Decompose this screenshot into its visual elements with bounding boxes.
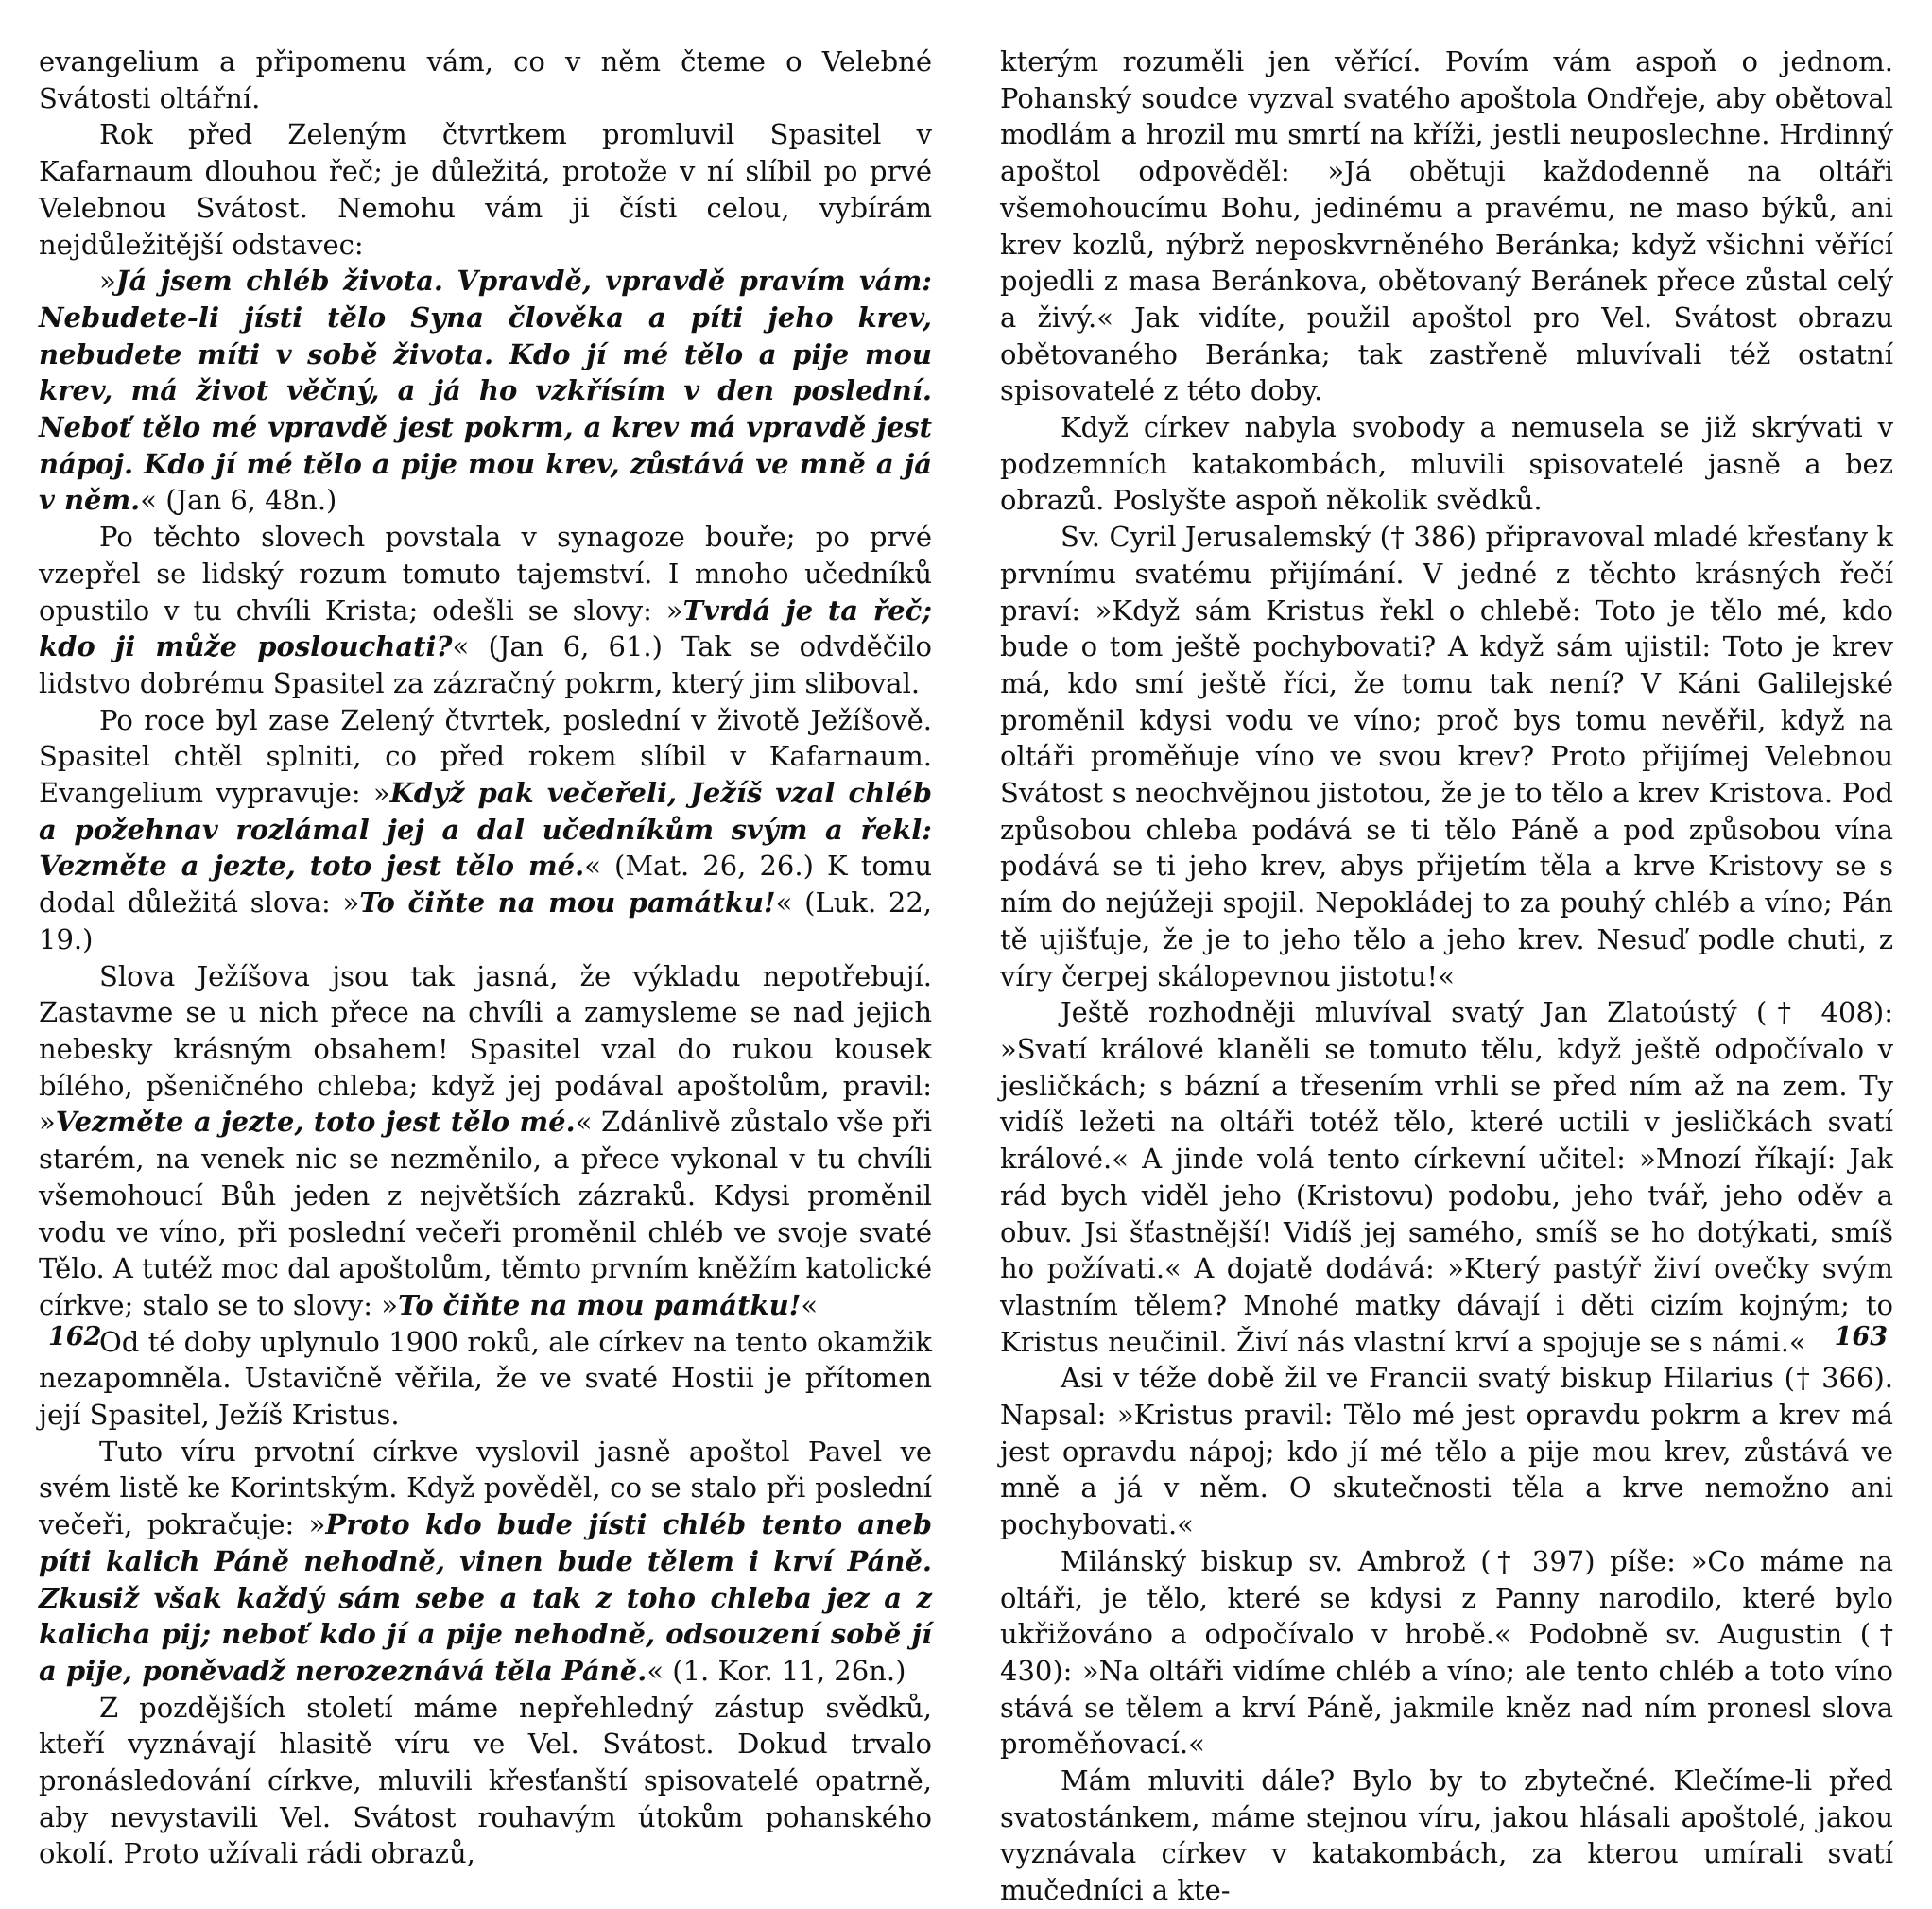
paragraph xyxy=(39,702,932,958)
body-text: « (1. Kor. 11, 26n.) xyxy=(647,1654,906,1687)
body-text: « (Jan 6, 48n.) xyxy=(140,484,337,517)
paragraph xyxy=(39,1324,932,1434)
body-text: Mám mluviti dále? Bylo by to zbytečné. Klečíme-li před svatostánkem, máme stejnou víru, jakou hlásali apoštolé, jakou vyznávala církev v katakombách, za kterou umírali svatí mučedníci a kte- xyxy=(1000,1764,1893,1907)
left-page-text xyxy=(39,43,932,1872)
body-text: Od té doby uplynulo 1900 roků, ale církev na tento okamžik nezapomněla. Ustavičně věřila, že ve svaté Hostii je přítomen její Spasitel, Ježíš Kristus. xyxy=(39,1325,932,1432)
paragraph xyxy=(39,263,932,519)
paragraph xyxy=(1000,994,1893,1360)
paragraph xyxy=(1000,43,1893,409)
body-text: Ještě rozhodněji mluvíval svatý Jan Zlatoústý († 408): »Svatí králové klaněli se tomuto tělu, když ještě odpočívalo v jesličkách; s bázní a třesením vrhli se před ním až na zem. Ty vidíš ležeti na oltáři totéž tělo, které uctili v jesličkách svatí králové.« A jinde volá tento církevní učitel: »Mnozí říkají: Jak rád bych viděl jeho (Kristovu) podobu, jeho tvář, jeho oděv a obuv. Jsi šťastnější! Vidíš jej samého, smíš se ho dotýkati, smíš ho požívati.« A dojatě dodává: »Který pastýř živí ovečky svým vlastním tělem? Mnohé matky dávají i děti cizím kojným; to Kristus neučinil. Živí nás vlastní krví a spojuje se s námi.« xyxy=(1000,996,1893,1358)
body-text: « Zdánlivě zůstalo vše při starém, na venek nic se nezměnilo, a přece vykonal v tu chvíli všemohoucí Bůh jeden z největších zázraků. Kdysi proměnil vodu ve víno, při poslední večeři proměnil chléb ve svoje svaté Tělo. A tutéž moc dal apoštolům, těmto prvním kněžím katolické církve; stalo se to slovy: » xyxy=(39,1106,932,1321)
body-text: evangelium a připomenu vám, co v něm čteme o Velebné Svátosti oltářní. xyxy=(39,45,932,114)
body-text: » xyxy=(99,265,116,298)
body-text: Asi v téže době žil ve Francii svatý biskup Hilarius († 366). Napsal: »Kristus pravil: Tělo mé jest opravdu pokrm a krev má jest opravdu nápoj; kdo jí mé tělo a pije mou krev, zůstává ve mně a já v něm. O skutečnosti těla a krve nemožno ani pochybovati.« xyxy=(1000,1362,1893,1541)
body-text: Tuto víru prvotní církve vyslovil jasně apoštol Pavel ve svém listě ke Korintským. Když pověděl, co se stalo při poslední večeři, pokračuje: » xyxy=(39,1435,932,1541)
paragraph xyxy=(1000,1360,1893,1543)
quotation-text: To čiňte na mou památku! xyxy=(397,1288,802,1321)
quotation-text: Tvrdá je ta řeč; kdo ji může poslouchati? xyxy=(39,593,932,663)
body-text: « xyxy=(801,1288,819,1321)
body-text: Z pozdějších století máme nepřehledný zástup svědků, kteří vyznávají hlasitě víru ve Vel. Svátost. Dokud trvalo pronásledování církve, mluvili křesťanští spisovatelé opatrně, aby nevystavili Vel. Svátost rouhavým útokům pohanského okolí. Proto užívali rádi obrazů, xyxy=(39,1691,932,1870)
body-text: Po roce byl zase Zelený čtvrtek, poslední v životě Ježíšově. Spasitel chtěl splniti, co před rokem slíbil v Kafarnaum. Evangelium vypravuje: » xyxy=(39,703,932,810)
paragraph xyxy=(1000,1543,1893,1763)
paragraph xyxy=(1000,519,1893,994)
paragraph xyxy=(1000,1763,1893,1909)
right-page-text xyxy=(1000,43,1893,1909)
quotation-text: Když pak večeřeli, Ježíš vzal chléb a požehnav rozlámal jej a dal učedníkům svým a řekl: Vezměte a jezte, toto jest tělo mé. xyxy=(39,777,932,883)
left-page xyxy=(39,43,933,1870)
body-text: kterým rozuměli jen věřící. Povím vám aspoň o jednom. Pohanský soudce vyzval svatého apoštola Ondřeje, aby obětoval modlám a hrozil mu smrtí na kříži, jestli neuposlechne. Hrdinný apoštol odpověděl: »Já obětuji každodenně na oltáři všemohoucímu Bohu, jedinému a pravému, ne maso býků, ani krev kozlů, nýbrž neposkvrněného Beránka; když všichni věřící pojedli z masa Beránkova, obětovaný Beránek přece zůstal celý a živý.« Jak vidíte, použil apoštol pro Vel. Svátost obrazu obětovaného Beránka; tak zastřeně mluvívali též ostatní spisovatelé z této doby. xyxy=(1000,45,1893,407)
paragraph xyxy=(1000,409,1893,519)
paragraph xyxy=(39,1690,932,1873)
body-text: « (Mat. 26, 26.) K tomu dodal důležitá slova: » xyxy=(39,850,933,920)
body-text: Po těchto slovech povstala v synagoze bouře; po prvé vzepřel se lidský rozum tomuto tajemství. I mnoho učedníků opustilo v tu chvíli Krista; odešli se slovy: » xyxy=(39,521,932,627)
paragraph xyxy=(39,1434,932,1690)
body-text: Když církev nabyla svobody a nemusela se již skrývati v podzemních katakombách, mluvili spisovatelé jasně a bez obrazů. Poslyšte aspoň několik svědků. xyxy=(1000,411,1893,517)
paragraph xyxy=(39,519,932,702)
body-text: Slova Ježíšova jsou tak jasná, že výkladu nepotřebují. Zastavme se u nich přece na chvíli a zamysleme se nad jejich nebesky krásným obsahem! Spasitel vzal do rukou kousek bílého, pšeničného chleba; když jej podával apoštolům, pravil: » xyxy=(39,959,932,1139)
body-text: Milánský biskup sv. Ambrož († 397) píše: »Co máme na oltáři, je tělo, které se kdysi z Panny narodilo, které bylo ukřižováno a odpočívalo v hrobě.« Podobně sv. Augustin († 430): »Na oltáři vidíme chléb a víno; ale tento chléb a toto víno stává se tělem a krví Páně, jakmile kněz nad ním pronesl slova proměňovací.« xyxy=(1000,1544,1893,1761)
right-page xyxy=(1000,43,1893,1907)
paragraph xyxy=(39,958,932,1324)
paragraph xyxy=(39,116,932,263)
body-text: Rok před Zeleným čtvrtkem promluvil Spasitel v Kafarnaum dlouhou řeč; je důležitá, protože v ní slíbil po prvé Velebnou Svátost. Nemohu vám ji čísti celou, vybírám nejdůležitější odstavec: xyxy=(39,118,932,261)
quotation-text: Vezměte a jezte, toto jest tělo mé. xyxy=(55,1106,576,1139)
quotation-text: Já jsem chléb života. Vpravdě, vpravdě pravím vám: Nebudete-li jísti tělo Syna člověka a píti jeho krev, nebudete míti v sobě života. Kdo jí mé tělo a pije mou krev, má život věčný, a já ho vzkřísím v den poslední. Neboť tělo mé vpravdě jest pokrm, a krev má vpravdě jest nápoj. Kdo jí mé tělo a pije mou krev, zůstává ve mně a já v něm. xyxy=(39,265,932,517)
right-page-number: 163 xyxy=(1834,1322,1888,1351)
paragraph xyxy=(39,43,932,116)
left-page-number: 162 xyxy=(48,1322,102,1351)
quotation-text: Proto kdo bude jísti chléb tento aneb píti kalich Páně nehodně, vinen bude tělem i krví Páně. Zkusiž však každý sám sebe a tak z toho chleba jez a z kalicha pij; neboť kdo jí a pije nehodně, odsouzení sobě jí a pije, poněvadž nerozeznává těla Páně. xyxy=(39,1508,932,1687)
body-text: « (Luk. 22, 19.) xyxy=(39,886,932,955)
body-text: « (Jan 6, 61.) Tak se odvděčilo lidstvo dobrému Spasitel za zázračný pokrm, který jim sliboval. xyxy=(39,630,933,699)
body-text: Sv. Cyril Jerusalemský († 386) připravoval mladé křesťany k prvnímu svatému přijímání. V jedné z těchto krásných řečí praví: »Když sám Kristus řekl o chlebě: Toto je tělo mé, kdo bude o tom ještě pochybovati? A když sám ujistil: Toto je krev má, kdo smí ještě říci, že tomu tak není? V Káni Galilejské proměnil kdysi vodu ve víno; proč bys tomu nevěřil, když na oltáři proměňuje víno ve svou krev? Proto přijímej Velebnou Svátost s neochvějnou jistotou, že je to tělo a krev Kristova. Pod způsobou chleba podává se ti tělo Páně a pod způsobou vína podává se ti jeho krev, abys přijetím těla a krve Kristovy se s ním do nejúžeji spojil. Nepokládej to za pouhý chléb a víno; Pán tě ujišťuje, že je to jeho tělo a jeho krev. Nesuď podle chuti, z víry čerpej skálopevnou jistotu!« xyxy=(1000,521,1893,992)
quotation-text: To čiňte na mou památku! xyxy=(359,886,776,920)
